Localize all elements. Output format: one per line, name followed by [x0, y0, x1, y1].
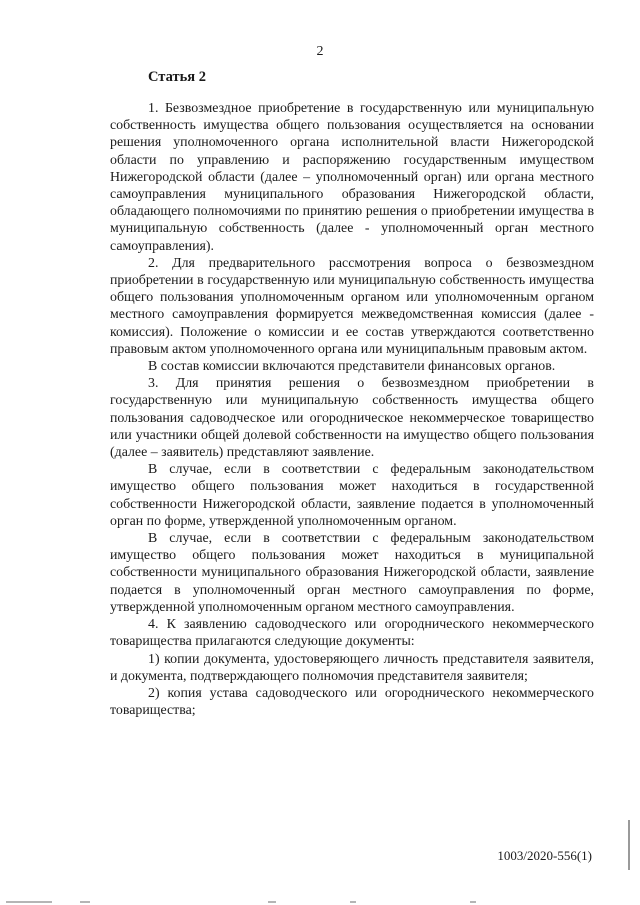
document-body	[110, 100, 594, 719]
article-heading: Статья 2	[148, 69, 206, 85]
paragraph: 1) копии документа, удостоверяющего личность представителя заявителя, и документа, подтверждающего полномочия представителя заявителя;	[110, 651, 594, 684]
scan-edge-mark	[628, 820, 630, 870]
paragraph: 4. К заявлению садоводческого или огороднического некоммерческого товарищества прилагаются следующие документы:	[110, 617, 594, 650]
paragraph: 2) копия устава садоводческого или огороднического некоммерческого товарищества;	[110, 685, 594, 719]
paragraph: В случае, если в соответствии с федеральным законодательством имущество общего пользования может находиться в муниципальной собственности муниципального образования Нижегородской области, заявление подается в уполномоченный орган местного самоуправления по форме, утвержденной уполномоченным органом местного самоуправления.	[110, 531, 594, 615]
paragraph: В состав комиссии включаются представители финансовых органов.	[148, 359, 556, 375]
paragraph: 3. Для принятия решения о безвозмездном приобретении в государственную или муниципальную собственность имущества общего пользования садоводческое или огородническое некоммерческое товарищество или участники общей долевой собственности на имущество общего пользования (далее – заявитель) представляют заявление.	[110, 376, 594, 461]
page-number: 2	[316, 44, 324, 59]
document-code: 1003/2020-556(1)	[497, 848, 592, 863]
paragraph: 1. Безвозмездное приобретение в государственную или муниципальную собственность имущества общего пользования осуществляется на основании решения уполномоченного органа исполнительной власти Нижегородской области по управлению и распоряжению государственным имуществом Нижегородской области (далее – уполномоченный орган) или органа местного самоуправления муниципального образования Нижегородской области, обладающего полномочиями по принятию решения о приобретении имущества в муниципальную собственность (далее - уполномоченный орган местного самоуправления).	[110, 101, 594, 254]
paragraph: В случае, если в соответствии с федеральным законодательством имущество общего пользования может находиться в государственной собственности Нижегородской области, заявление подается в уполномоченный орган по форме, утвержденной уполномоченным органом.	[110, 462, 594, 529]
paragraph: 2. Для предварительного рассмотрения вопроса о безвозмездном приобретении в государственную или муниципальную собственность имущества общего пользования уполномоченным органом или уполномоченным органом местного самоуправления формируется межведомственная комиссия (далее - комиссия). Положение о комиссии и ее состав утверждаются соответственно правовым актом уполномоченного органа или муниципальным правовым актом.	[110, 255, 594, 357]
scan-bottom-marks	[0, 900, 640, 903]
